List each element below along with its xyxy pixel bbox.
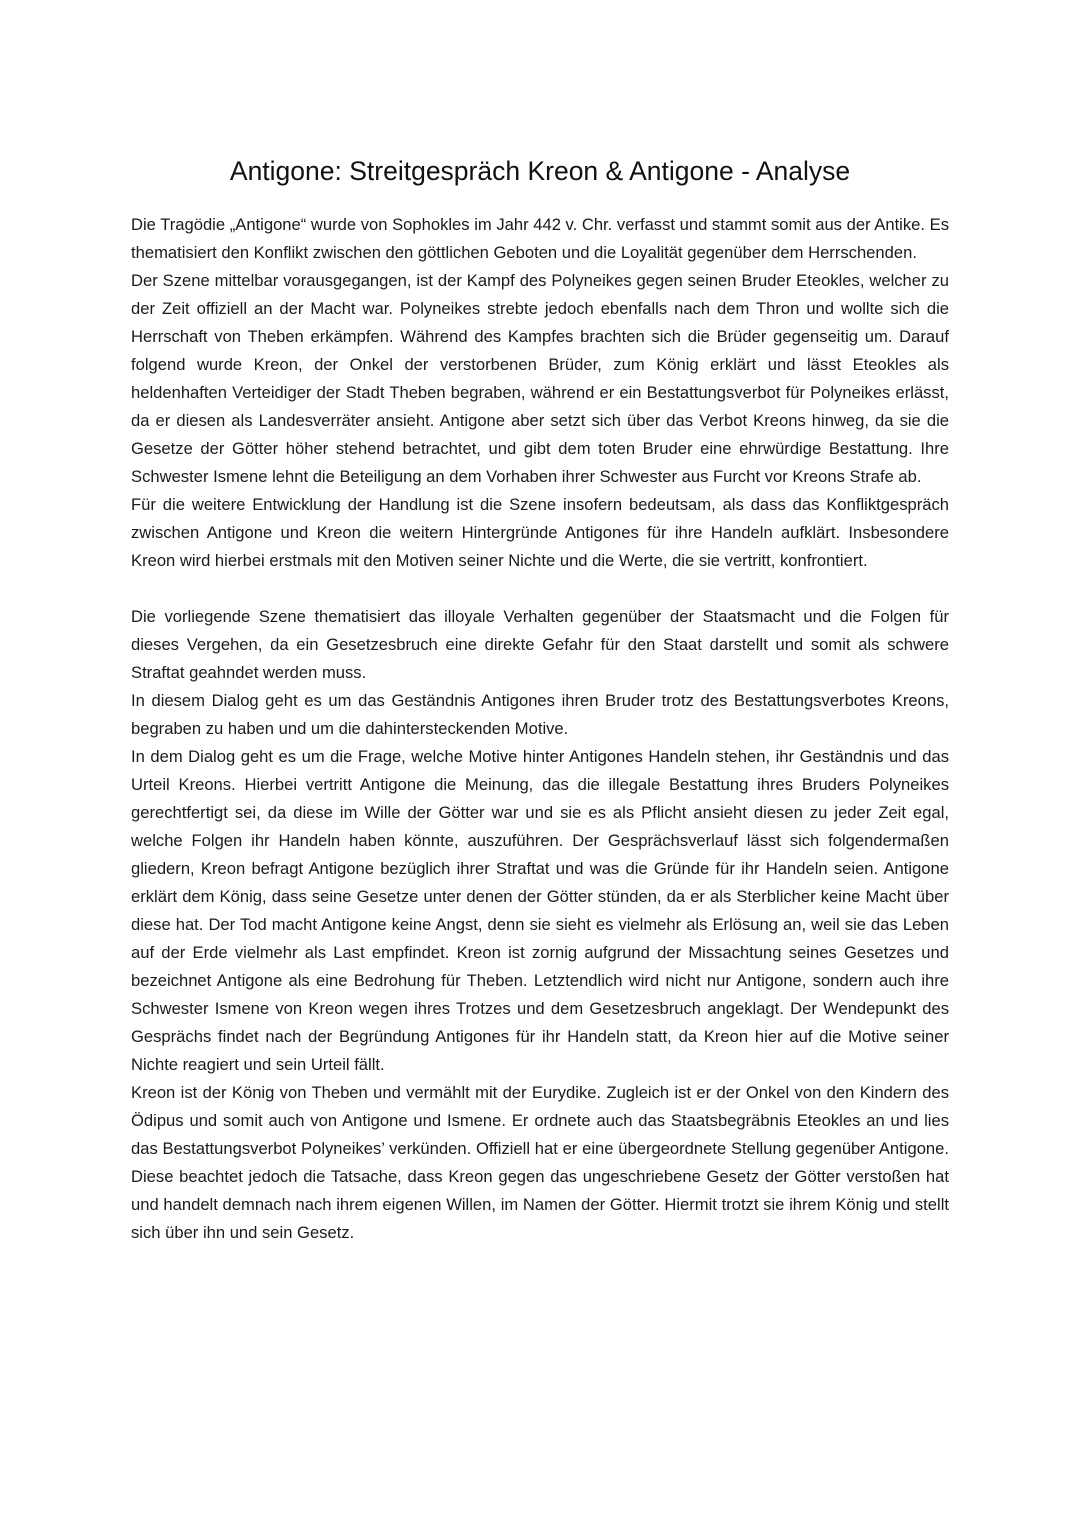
paragraph-introduction: Die Tragödie „Antigone“ wurde von Sophokles im Jahr 442 v. Chr. verfasst und stammt somit aus der Antike. Es thematisiert den Konflikt zwischen den göttlichen Geboten und die Loyalität gegenüber dem Herrschenden. [131,215,949,262]
document-body [131,211,949,1247]
document-title: Antigone: Streitgespräch Kreon & Antigone - Analyse [229,156,851,186]
paragraph-dialog-subject: In diesem Dialog geht es um das Geständnis Antigones ihren Bruder trotz des Bestattungsverbotes Kreons, begraben zu haben und um die dahintersteckenden Motive. [131,691,949,738]
paragraph-dialog-course: In dem Dialog geht es um die Frage, welche Motive hinter Antigones Handeln stehen, ihr Geständnis und das Urteil Kreons. Hierbei vertritt Antigone die Meinung, das die illegale Bestattung ihres Bruders Polyneikes gerechtfertigt sei, da diese im Wille der Götter war und sie es als Pflicht ansieht diesen zu jeder Zeit egal, welche Folgen ihr Handeln haben könnte, auszuführen. Der Gesprächsverlauf lässt sich folgendermaßen gliedern, Kreon befragt Antigone bezüglich ihrer Straftat und was die Gründe für ihr Handeln seien. Antigone erklärt dem König, dass seine Gesetze unter denen der Götter stünden, da er als Sterblicher keine Macht über diese hat. Der Tod macht Antigone keine Angst, denn sie sieht es vielmehr als Erlösung an, weil sie das Leben auf der Erde vielmehr als Last empfindet. Kreon ist zornig aufgrund der Missachtung seines Gesetzes und bezeichnet Antigone als eine Bedrohung für Theben. Letztendlich wird nicht nur Antigone, sondern auch ihre Schwester Ismene von Kreon wegen ihres Trotzes und dem Gesetzesbruch angeklagt. Der Wendepunkt des Gesprächs findet nach der Begründung Antigones für ihr Handeln statt, da Kreon hier auf die Motive seiner Nichte reagiert und sein Urteil fällt. [131,747,949,1074]
paragraph-theme: Die vorliegende Szene thematisiert das illoyale Verhalten gegenüber der Staatsmacht und die Folgen für dieses Vergehen, da ein Gesetzesbruch eine direkte Gefahr für den Staat darstellt und somit als schwere Straftat geahndet werden muss. [131,607,949,682]
paragraph-significance: Für die weitere Entwicklung der Handlung ist die Szene insofern bedeutsam, als dass das Konfliktgespräch zwischen Antigone und Kreon die weitern Hintergründe Antigones für ihre Handeln aufklärt. Insbesondere Kreon wird hierbei erstmals mit den Motiven seiner Nichte und die Werte, die sie vertritt, konfrontiert. [131,495,949,570]
paragraph-kreon-character: Kreon ist der König von Theben und vermählt mit der Eurydike. Zugleich ist er der Onkel von den Kindern des Ödipus und somit auch von Antigone und Ismene. Er ordnete auch das Staatsbegräbnis Eteokles an und lies das Bestattungsverbot Polyneikes’ verkünden. Offiziell hat er eine übergeordnete Stellung gegenüber Antigone. Diese beachtet jedoch die Tatsache, dass Kreon gegen das ungeschriebene Gesetz der Götter verstoßen hat und handelt demnach nach ihrem eigenen Willen, im Namen der Götter. Hiermit trotzt sie ihrem König und stellt sich über ihn und sein Gesetz. [131,1083,949,1242]
paragraph-prior-events: Der Szene mittelbar vorausgegangen, ist der Kampf des Polyneikes gegen seinen Bruder Eteokles, welcher zu der Zeit offiziell an der Macht war. Polyneikes strebte jedoch ebenfalls nach dem Thron und wollte sich die Herrschaft von Theben erkämpfen. Während des Kampfes brachten sich die Brüder gegenseitig um. Darauf folgend wurde Kreon, der Onkel der verstorbenen Brüder, zum König erklärt und lässt Eteokles als heldenhaften Verteidiger der Stadt Theben begraben, während er ein Bestattungsverbot für Polyneikes erlässt, da er diesen als Landesverräter ansieht. Antigone aber setzt sich über das Verbot Kreons hinweg, da sie die Gesetze der Götter höher stehend betrachtet, und gibt dem toten Bruder eine ehrwürdige Bestattung. Ihre Schwester Ismene lehnt die Beteiligung an dem Vorhaben ihrer Schwester aus Furcht vor Kreons Strafe ab. [131,271,949,486]
